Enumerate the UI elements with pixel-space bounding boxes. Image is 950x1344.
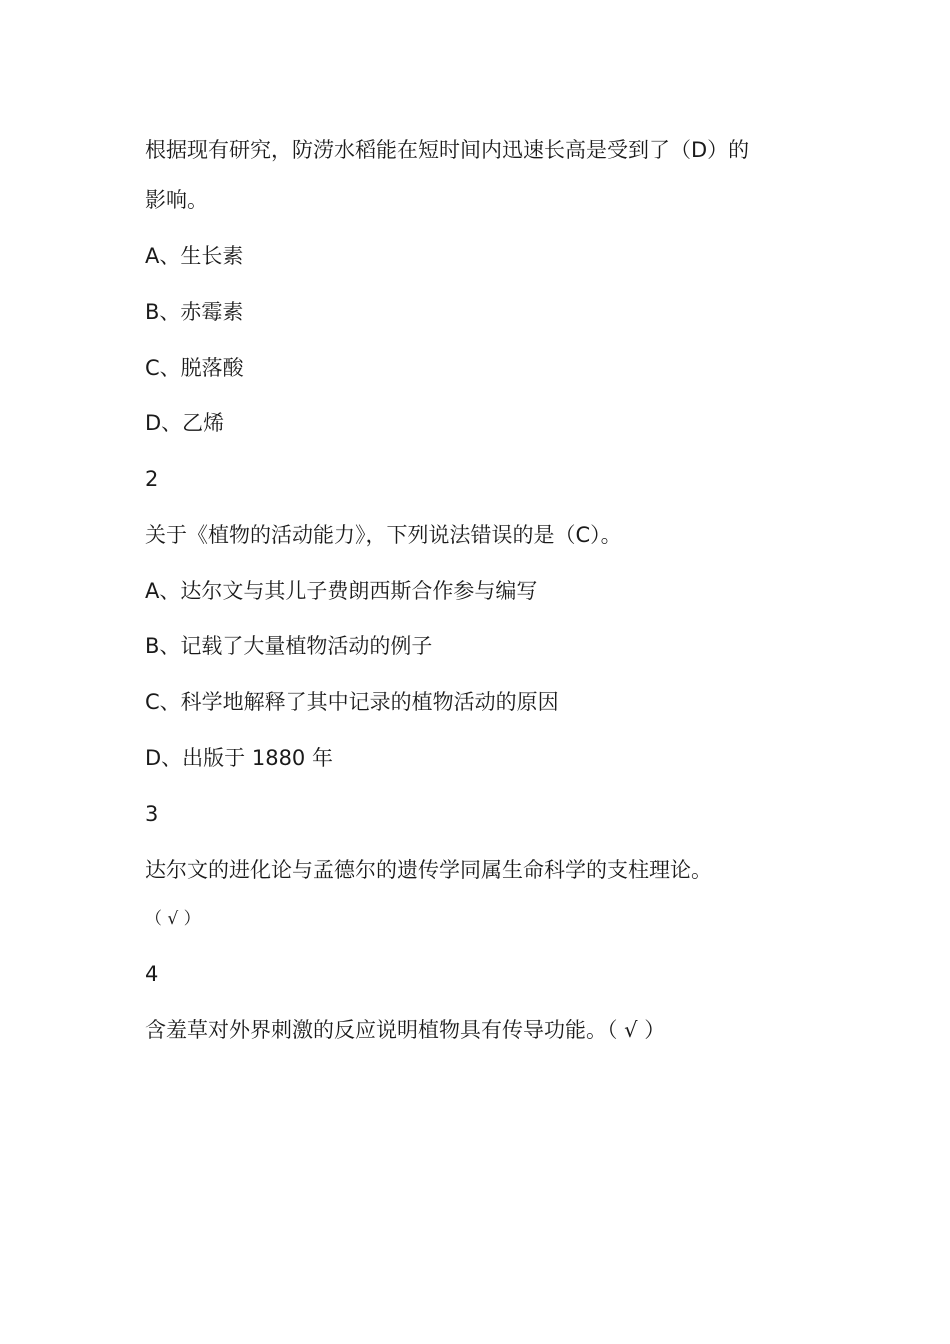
question-1-stem-line-2: 影响。 (145, 188, 208, 212)
question-2-number: 2 (145, 467, 159, 491)
question-3-answer: （ √ ） (145, 909, 201, 929)
question-1-option-a: A、生长素 (145, 244, 244, 268)
question-3-stem: 达尔文的进化论与孟德尔的遗传学同属生命科学的支柱理论。 (145, 858, 712, 882)
question-3-number: 3 (145, 802, 159, 826)
question-2-option-b: B、记载了大量植物活动的例子 (145, 634, 433, 658)
question-1-option-b: B、赤霉素 (145, 300, 244, 324)
question-2-option-a: A、达尔文与其儿子费朗西斯合作参与编写 (145, 579, 538, 603)
question-1-stem-line-1: 根据现有研究，防涝水稻能在短时间内迅速长高是受到了（D）的 (145, 138, 750, 162)
question-1-option-d: D、乙烯 (145, 411, 225, 435)
question-1-option-c: C、脱落酸 (145, 356, 244, 380)
question-4-stem: 含羞草对外界刺激的反应说明植物具有传导功能。（ √ ） (145, 1018, 666, 1042)
question-2-option-d: D、出版于 1880 年 (145, 746, 333, 770)
question-2-stem: 关于《植物的活动能力》，下列说法错误的是（C）。 (145, 523, 622, 547)
question-2-option-c: C、科学地解释了其中记录的植物活动的原因 (145, 690, 559, 714)
question-4-number: 4 (145, 962, 159, 986)
